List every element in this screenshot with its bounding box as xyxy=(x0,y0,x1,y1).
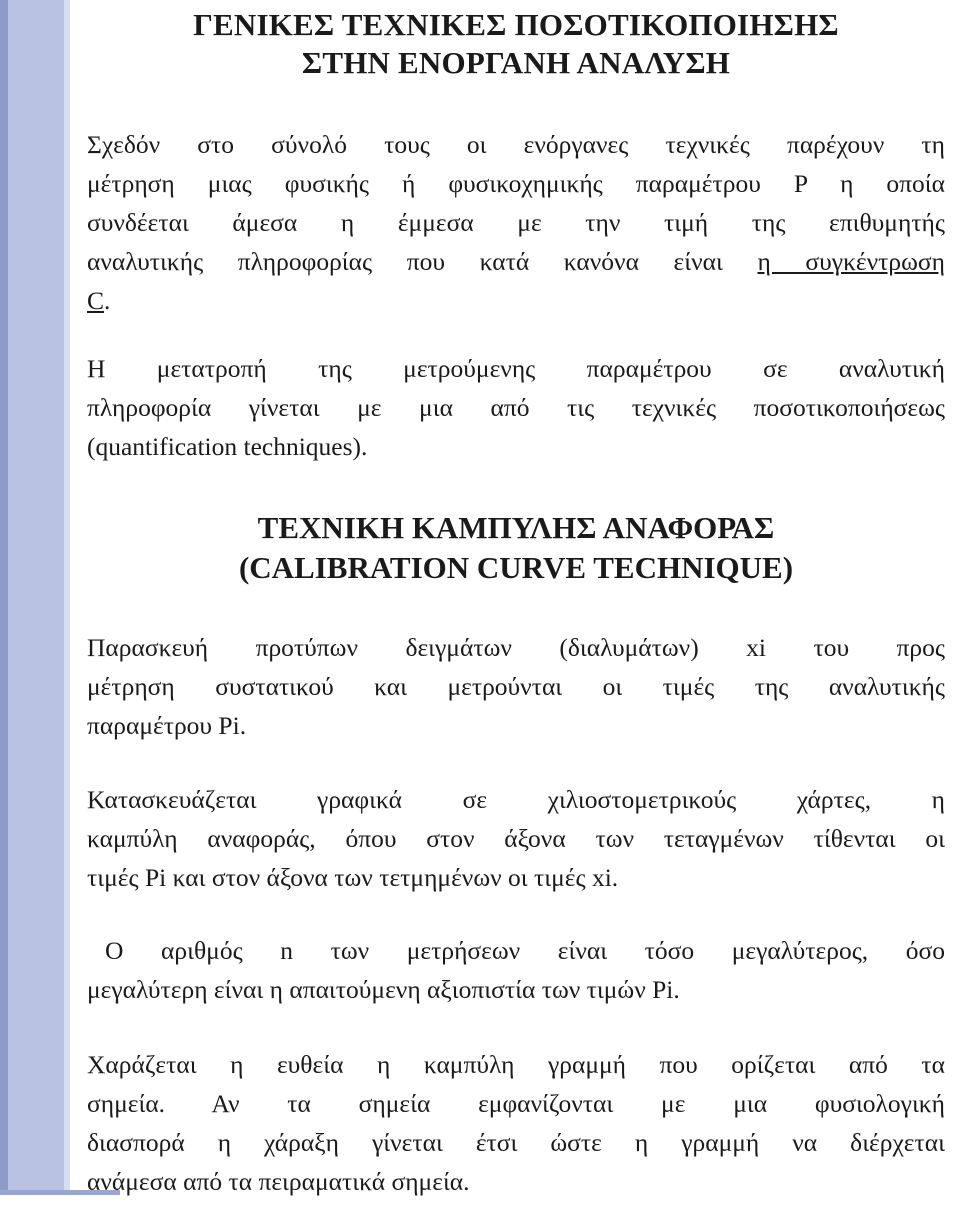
construction-line-3: τιμές Pi και στον άξονα των τετμημένων οι τιμές xi. xyxy=(87,863,619,892)
paragraph-curve-drawing xyxy=(87,1045,945,1201)
paragraph-measurements xyxy=(87,931,945,1009)
section-heading-line-2: (CALIBRATION CURVE TECHNIQUE) xyxy=(238,550,794,585)
sidebar-edge xyxy=(64,0,70,1190)
section-heading xyxy=(87,508,945,588)
paragraph-standards xyxy=(87,628,945,745)
drawing-line-4: ανάμεσα από τα πειραματικά σημεία. xyxy=(87,1167,470,1196)
standards-line-3: παραμέτρου Pi. xyxy=(87,711,247,740)
intro-line-5 xyxy=(87,281,945,320)
intro-line-4-text: αναλυτικής πληροφορίας που κατά κανόνα είναι xyxy=(87,247,758,276)
intro-line-3: συνδέεται άμεσα η έμμεσα με την τιμή της επιθυμητής xyxy=(87,208,945,237)
drawing-line-3: διασπορά η χάραξη γίνεται έτσι ώστε η γραμμή να διέρχεται xyxy=(87,1128,945,1157)
page-title xyxy=(87,6,945,82)
slide-content xyxy=(87,0,945,1201)
paragraph-construction xyxy=(87,780,945,897)
conversion-line-3: (quantification techniques). xyxy=(87,432,368,461)
construction-line-2: καμπύλη αναφοράς, όπου στον άξονα των τεταγμένων τίθενται οι xyxy=(87,824,945,853)
conversion-line-1: Η μετατροπή της μετρούμενης παραμέτρου σε αναλυτική xyxy=(87,354,945,383)
sidebar-decoration xyxy=(8,0,64,1190)
intro-period: . xyxy=(104,286,111,315)
construction-line-1: Κατασκευάζεται γραφικά σε χιλιοστομετρικούς χάρτες, η xyxy=(87,785,945,814)
sidebar-dark-stripe xyxy=(0,0,8,1190)
intro-line-1: Σχεδόν στο σύνολό τους οι ενόργανες τεχνικές παρέχουν τη xyxy=(87,130,945,159)
conversion-line-2: πληροφορία γίνεται με μια από τις τεχνικές ποσοτικοποιήσεως xyxy=(87,393,945,422)
measurements-line-1: Ο αριθμός n των μετρήσεων είναι τόσο μεγαλύτερος, όσο xyxy=(105,936,945,965)
standards-line-1: Παρασκευή προτύπων δειγμάτων (διαλυμάτων) xi του προς xyxy=(87,633,945,662)
paragraph-intro xyxy=(87,125,945,320)
title-line-2: ΣΤΗΝ ΕΝΟΡΓΑΝΗ ΑΝΑΛΥΣΗ xyxy=(301,45,731,80)
title-line-1: ΓΕΝΙΚΕΣ ΤΕΧΝΙΚΕΣ ΠΟΣΟΤΙΚΟΠΟΙΗΣΗΣ xyxy=(193,7,839,42)
drawing-line-2: σημεία. Αν τα σημεία εμφανίζονται με μια φυσιολογική xyxy=(87,1089,945,1118)
standards-line-2: μέτρηση συστατικού και μετρούνται οι τιμές της αναλυτικής xyxy=(87,672,945,701)
drawing-line-1: Χαράζεται η ευθεία η καμπύλη γραμμή που ορίζεται από τα xyxy=(87,1050,945,1079)
intro-line-2: μέτρηση μιας φυσικής ή φυσικοχημικής παραμέτρου P η οποία xyxy=(87,169,945,198)
concentration-symbol: C xyxy=(87,286,105,315)
concentration-term: η συγκέντρωση xyxy=(757,247,945,276)
measurements-line-2: μεγαλύτερη είναι η απαιτούμενη αξιοπιστία των τιμών Pi. xyxy=(87,975,680,1004)
intro-line-4 xyxy=(87,242,945,281)
paragraph-conversion xyxy=(87,349,945,466)
section-heading-line-1: ΤΕΧΝΙΚΗ ΚΑΜΠΥΛΗΣ ΑΝΑΦΟΡΑΣ xyxy=(257,510,775,545)
